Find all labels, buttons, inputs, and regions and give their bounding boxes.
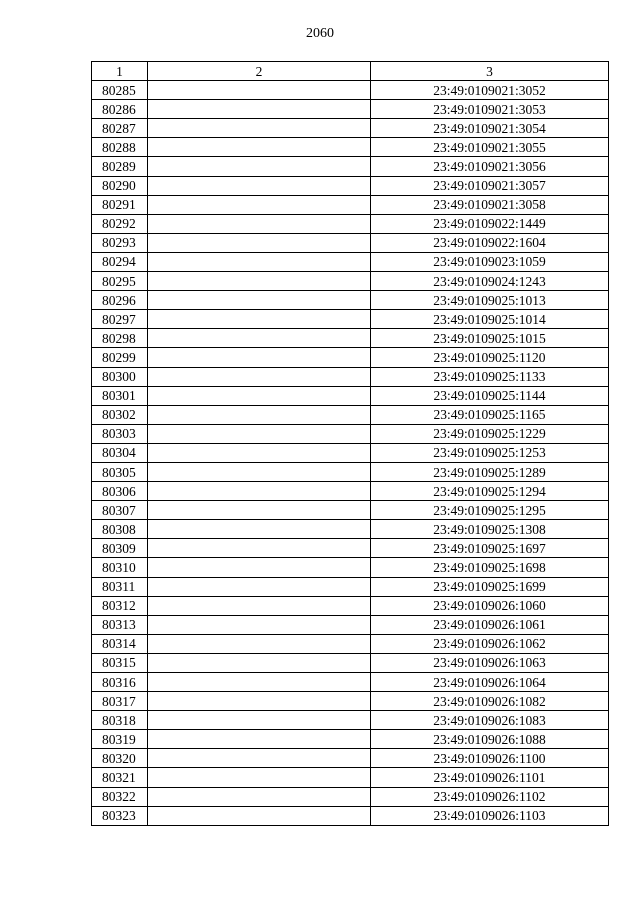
table-row [92, 653, 609, 672]
table-row [92, 233, 609, 252]
cadastral-number-cell: 23:49:0109025:1289 [371, 462, 609, 481]
row-number-cell: 80290 [92, 176, 148, 195]
row-number-cell: 80322 [92, 787, 148, 806]
description-cell [148, 539, 371, 558]
table-row [92, 787, 609, 806]
description-cell [148, 462, 371, 481]
table-row [92, 692, 609, 711]
column-header-2: 2 [148, 62, 371, 81]
row-number-cell: 80304 [92, 443, 148, 462]
table-row [92, 443, 609, 462]
description-cell [148, 310, 371, 329]
description-cell [148, 768, 371, 787]
table-row [92, 615, 609, 634]
description-cell [148, 692, 371, 711]
description-cell [148, 615, 371, 634]
table-row [92, 119, 609, 138]
row-number-cell: 80321 [92, 768, 148, 787]
description-cell [148, 405, 371, 424]
row-number-cell: 80320 [92, 749, 148, 768]
row-number-cell: 80309 [92, 539, 148, 558]
description-cell [148, 119, 371, 138]
row-number-cell: 80289 [92, 157, 148, 176]
table-row [92, 81, 609, 100]
description-cell [148, 577, 371, 596]
row-number-cell: 80318 [92, 711, 148, 730]
row-number-cell: 80291 [92, 195, 148, 214]
cadastral-number-cell: 23:49:0109026:1083 [371, 711, 609, 730]
cadastral-number-cell: 23:49:0109021:3058 [371, 195, 609, 214]
table-row [92, 100, 609, 119]
table-row [92, 539, 609, 558]
row-number-cell: 80287 [92, 119, 148, 138]
description-cell [148, 520, 371, 539]
cadastral-number-cell: 23:49:0109025:1144 [371, 386, 609, 405]
column-header-1: 1 [92, 62, 148, 81]
table-row [92, 482, 609, 501]
row-number-cell: 80303 [92, 424, 148, 443]
table-row [92, 157, 609, 176]
table-row [92, 424, 609, 443]
cadastral-number-cell: 23:49:0109026:1102 [371, 787, 609, 806]
table-row [92, 768, 609, 787]
table-row [92, 386, 609, 405]
row-number-cell: 80312 [92, 596, 148, 615]
description-cell [148, 329, 371, 348]
cadastral-number-cell: 23:49:0109025:1120 [371, 348, 609, 367]
cadastral-number-cell: 23:49:0109025:1014 [371, 310, 609, 329]
description-cell [148, 291, 371, 310]
cadastral-number-cell: 23:49:0109023:1059 [371, 252, 609, 271]
cadastral-number-cell: 23:49:0109025:1133 [371, 367, 609, 386]
row-number-cell: 80323 [92, 806, 148, 825]
description-cell [148, 195, 371, 214]
row-number-cell: 80285 [92, 81, 148, 100]
cadastral-number-cell: 23:49:0109026:1082 [371, 692, 609, 711]
description-cell [148, 653, 371, 672]
row-number-cell: 80315 [92, 653, 148, 672]
row-number-cell: 80308 [92, 520, 148, 539]
description-cell [148, 501, 371, 520]
row-number-cell: 80310 [92, 558, 148, 577]
description-cell [148, 806, 371, 825]
table-body [92, 81, 609, 826]
table-row [92, 195, 609, 214]
description-cell [148, 386, 371, 405]
description-cell [148, 81, 371, 100]
row-number-cell: 80294 [92, 252, 148, 271]
page-number: 2060 [306, 26, 334, 41]
row-number-cell: 80317 [92, 692, 148, 711]
row-number-cell: 80311 [92, 577, 148, 596]
row-number-cell: 80319 [92, 730, 148, 749]
cadastral-number-cell: 23:49:0109025:1308 [371, 520, 609, 539]
cadastral-number-cell: 23:49:0109021:3052 [371, 81, 609, 100]
cadastral-table [91, 61, 609, 826]
table-row [92, 634, 609, 653]
cadastral-number-cell: 23:49:0109026:1062 [371, 634, 609, 653]
row-number-cell: 80296 [92, 291, 148, 310]
cadastral-number-cell: 23:49:0109025:1698 [371, 558, 609, 577]
row-number-cell: 80313 [92, 615, 148, 634]
table-row [92, 252, 609, 271]
table-row [92, 730, 609, 749]
cadastral-number-cell: 23:49:0109026:1061 [371, 615, 609, 634]
description-cell [148, 711, 371, 730]
cadastral-number-cell: 23:49:0109026:1063 [371, 653, 609, 672]
cadastral-number-cell: 23:49:0109025:1253 [371, 443, 609, 462]
description-cell [148, 157, 371, 176]
row-number-cell: 80288 [92, 138, 148, 157]
row-number-cell: 80295 [92, 272, 148, 291]
description-cell [148, 272, 371, 291]
cadastral-number-cell: 23:49:0109021:3053 [371, 100, 609, 119]
cadastral-number-cell: 23:49:0109026:1088 [371, 730, 609, 749]
table-row [92, 711, 609, 730]
table-row [92, 806, 609, 825]
description-cell [148, 233, 371, 252]
cadastral-number-cell: 23:49:0109021:3056 [371, 157, 609, 176]
table-row [92, 501, 609, 520]
description-cell [148, 787, 371, 806]
description-cell [148, 634, 371, 653]
description-cell [148, 424, 371, 443]
description-cell [148, 558, 371, 577]
row-number-cell: 80314 [92, 634, 148, 653]
description-cell [148, 730, 371, 749]
table-row [92, 405, 609, 424]
description-cell [148, 176, 371, 195]
description-cell [148, 138, 371, 157]
table-row [92, 596, 609, 615]
row-number-cell: 80299 [92, 348, 148, 367]
row-number-cell: 80316 [92, 673, 148, 692]
cadastral-number-cell: 23:49:0109025:1294 [371, 482, 609, 501]
cadastral-number-cell: 23:49:0109021:3054 [371, 119, 609, 138]
description-cell [148, 367, 371, 386]
table-row [92, 558, 609, 577]
table-row [92, 673, 609, 692]
row-number-cell: 80293 [92, 233, 148, 252]
table-row [92, 272, 609, 291]
table-row [92, 577, 609, 596]
table-row [92, 462, 609, 481]
table-row [92, 520, 609, 539]
description-cell [148, 348, 371, 367]
row-number-cell: 80298 [92, 329, 148, 348]
description-cell [148, 252, 371, 271]
description-cell [148, 100, 371, 119]
description-cell [148, 443, 371, 462]
table-row [92, 176, 609, 195]
cadastral-number-cell: 23:49:0109025:1697 [371, 539, 609, 558]
description-cell [148, 673, 371, 692]
cadastral-number-cell: 23:49:0109025:1229 [371, 424, 609, 443]
table-row [92, 214, 609, 233]
table-row [92, 749, 609, 768]
cadastral-number-cell: 23:49:0109025:1015 [371, 329, 609, 348]
cadastral-number-cell: 23:49:0109026:1100 [371, 749, 609, 768]
table-row [92, 348, 609, 367]
cadastral-number-cell: 23:49:0109026:1101 [371, 768, 609, 787]
row-number-cell: 80305 [92, 462, 148, 481]
cadastral-number-cell: 23:49:0109021:3055 [371, 138, 609, 157]
row-number-cell: 80301 [92, 386, 148, 405]
table-row [92, 310, 609, 329]
row-number-cell: 80286 [92, 100, 148, 119]
cadastral-number-cell: 23:49:0109026:1060 [371, 596, 609, 615]
row-number-cell: 80292 [92, 214, 148, 233]
cadastral-number-cell: 23:49:0109025:1165 [371, 405, 609, 424]
description-cell [148, 749, 371, 768]
table-row [92, 367, 609, 386]
cadastral-number-cell: 23:49:0109026:1064 [371, 673, 609, 692]
cadastral-number-cell: 23:49:0109022:1604 [371, 233, 609, 252]
row-number-cell: 80302 [92, 405, 148, 424]
cadastral-number-cell: 23:49:0109024:1243 [371, 272, 609, 291]
cadastral-number-cell: 23:49:0109025:1699 [371, 577, 609, 596]
cadastral-number-cell: 23:49:0109025:1295 [371, 501, 609, 520]
row-number-cell: 80306 [92, 482, 148, 501]
description-cell [148, 214, 371, 233]
description-cell [148, 482, 371, 501]
cadastral-number-cell: 23:49:0109026:1103 [371, 806, 609, 825]
cadastral-number-cell: 23:49:0109025:1013 [371, 291, 609, 310]
row-number-cell: 80300 [92, 367, 148, 386]
row-number-cell: 80297 [92, 310, 148, 329]
cadastral-number-cell: 23:49:0109022:1449 [371, 214, 609, 233]
cadastral-number-cell: 23:49:0109021:3057 [371, 176, 609, 195]
table-row [92, 291, 609, 310]
table-row [92, 138, 609, 157]
row-number-cell: 80307 [92, 501, 148, 520]
description-cell [148, 596, 371, 615]
column-header-3: 3 [371, 62, 609, 81]
table-row [92, 329, 609, 348]
table-header-row [92, 62, 609, 81]
